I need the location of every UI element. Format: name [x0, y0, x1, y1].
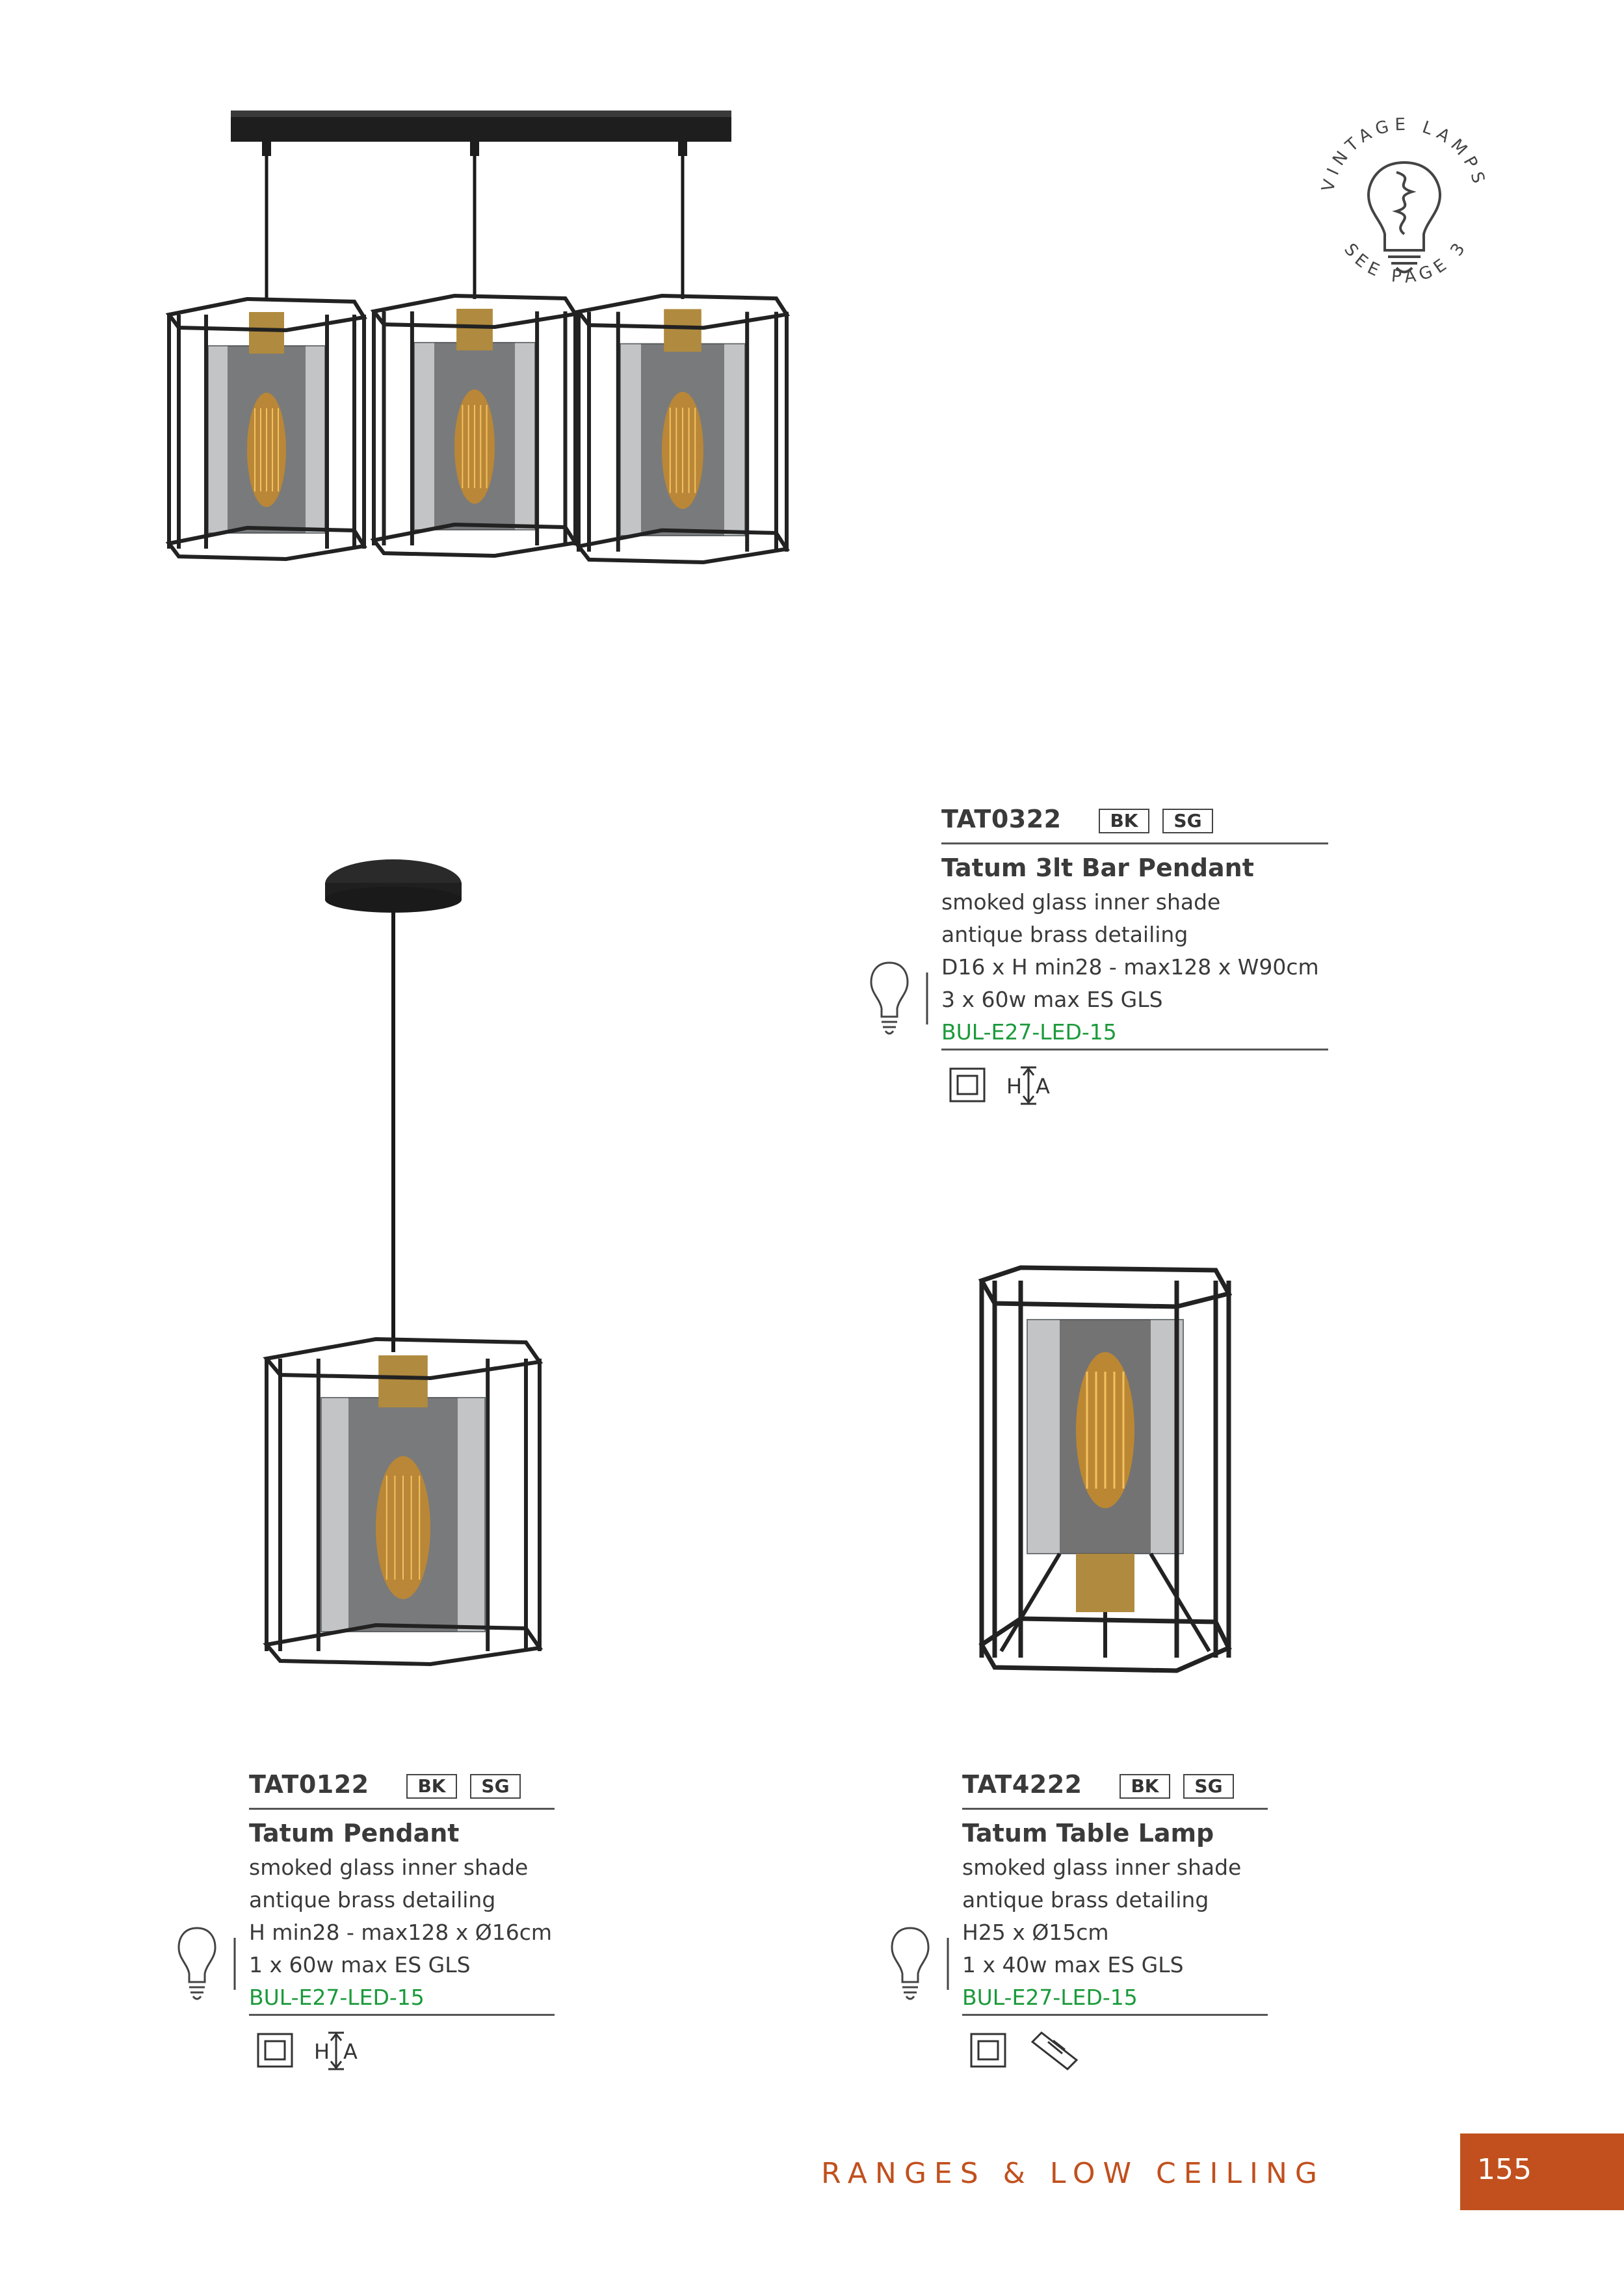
class-ii-icon	[950, 1069, 984, 1101]
feature-icons	[941, 1062, 1328, 1114]
feature-icons	[962, 2028, 1268, 2080]
vintage-lamps-badge[interactable]	[1298, 89, 1502, 319]
product-wattage: 1 x 60w max ES GLS	[249, 1952, 471, 1977]
divider	[962, 2014, 1268, 2016]
product-code-row	[249, 1770, 555, 1810]
divider	[941, 1049, 1328, 1050]
svg-text:H: H	[314, 2039, 330, 2064]
product-detail: antique brass detailing	[249, 1887, 496, 1912]
product-dimensions: D16 x H min28 - max128 x W90cm	[941, 954, 1319, 980]
product-code-row	[962, 1770, 1268, 1810]
product-wattage: 3 x 60w max ES GLS	[941, 987, 1163, 1012]
feature-icons	[249, 2028, 555, 2080]
page-number: 155	[1477, 2153, 1532, 2186]
product-code: TAT0122	[249, 1770, 369, 1799]
finish-badge-sg: SG	[1162, 809, 1213, 833]
bulb-icon	[891, 1925, 949, 2003]
product-wattage: 1 x 40w max ES GLS	[962, 1952, 1184, 1977]
badge-bottom-text: SEE PAGE 354	[1298, 89, 1473, 287]
product-name: Tatum Table Lamp	[962, 1819, 1214, 1847]
divider	[249, 2014, 555, 2016]
class-ii-icon	[971, 2034, 1005, 2067]
height-adjustable-icon	[1006, 1067, 1050, 1104]
height-adjustable-icon	[314, 2033, 358, 2069]
product-code: TAT0322	[941, 805, 1062, 833]
product-bulb-code[interactable]: BUL-E27-LED-15	[962, 1985, 1138, 2010]
product-tat0322	[941, 805, 1328, 1114]
product-detail: antique brass detailing	[941, 922, 1188, 947]
vintage-bulb-icon	[1298, 89, 1502, 319]
product-code-row	[941, 805, 1328, 844]
pendant-image	[254, 845, 553, 1664]
product-dimensions: H min28 - max128 x Ø16cm	[249, 1920, 553, 1945]
section-title: RANGES & LOW CEILING	[821, 2157, 1325, 2190]
finish-badge-bk: BK	[1120, 1774, 1170, 1799]
bulb-icon	[177, 1925, 236, 2003]
table-lamp-image	[962, 1268, 1248, 1671]
bulb-icon	[870, 959, 928, 1037]
bar-pendant-image	[150, 104, 1320, 722]
product-name: Tatum Pendant	[249, 1819, 460, 1847]
finish-badge-bk: BK	[1099, 809, 1149, 833]
product-tat4222	[962, 1770, 1268, 2080]
product-detail: smoked glass inner shade	[941, 889, 1221, 915]
product-detail: antique brass detailing	[962, 1887, 1209, 1912]
page-number-box	[1460, 2133, 1624, 2210]
svg-text:H: H	[1006, 1074, 1023, 1099]
product-dimensions: H25 x Ø15cm	[962, 1920, 1109, 1945]
product-tat0122	[249, 1770, 555, 2080]
product-bulb-code[interactable]: BUL-E27-LED-15	[941, 1019, 1117, 1045]
svg-text:A: A	[343, 2039, 358, 2064]
product-code: TAT4222	[962, 1770, 1082, 1799]
finish-badge-sg: SG	[1183, 1774, 1234, 1799]
product-detail: smoked glass inner shade	[962, 1855, 1242, 1880]
product-bulb-code[interactable]: BUL-E27-LED-15	[249, 1985, 425, 2010]
badge-top-text: VINTAGE LAMPS	[1318, 114, 1490, 194]
product-name: Tatum 3lt Bar Pendant	[941, 854, 1254, 882]
finish-badge-sg: SG	[470, 1774, 521, 1799]
svg-text:A: A	[1036, 1074, 1050, 1099]
finish-badge-bk: BK	[406, 1774, 457, 1799]
product-detail: smoked glass inner shade	[249, 1855, 529, 1880]
inline-switch-icon	[1032, 2033, 1077, 2069]
class-ii-icon	[258, 2034, 292, 2067]
